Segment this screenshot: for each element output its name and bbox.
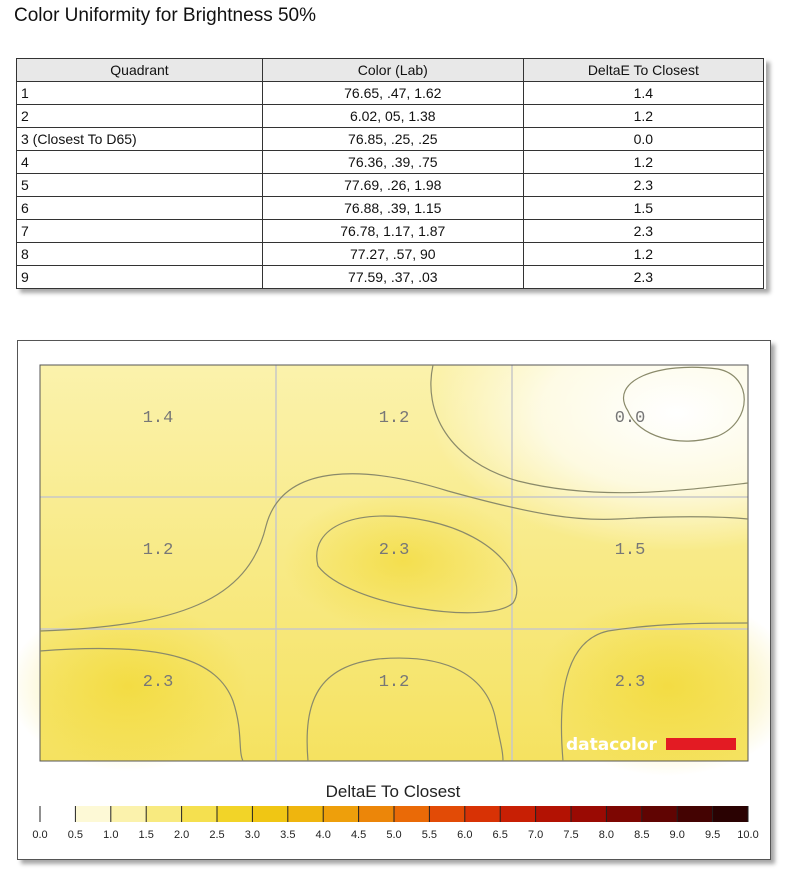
cell-deltae: 1.2 bbox=[523, 243, 763, 266]
scale-swatch bbox=[252, 806, 288, 822]
cell-quadrant: 3 (Closest To D65) bbox=[17, 128, 263, 151]
cell-deltae: 2.3 bbox=[523, 220, 763, 243]
cell-value-label: 2.3 bbox=[614, 673, 646, 692]
scale-tick-label: 7.0 bbox=[527, 829, 544, 841]
table-row bbox=[17, 174, 764, 197]
cell-quadrant: 7 bbox=[17, 220, 263, 243]
header-deltae: DeltaE To Closest bbox=[523, 59, 763, 82]
scale-tick-label: 5.0 bbox=[386, 829, 402, 841]
scale-tick-label: 1.0 bbox=[103, 829, 119, 841]
cell-deltae: 1.2 bbox=[523, 151, 763, 174]
cell-value-label: 1.4 bbox=[142, 409, 174, 428]
cell-lab: 77.27, .57, 90 bbox=[262, 243, 523, 266]
scale-swatch bbox=[75, 806, 111, 822]
table-row bbox=[17, 151, 764, 174]
scale-tick-label: 8.0 bbox=[598, 829, 615, 841]
cell-quadrant: 1 bbox=[17, 82, 263, 105]
cell-deltae: 0.0 bbox=[523, 128, 763, 151]
table-row bbox=[17, 82, 764, 105]
scale-tick-label: 1.5 bbox=[138, 829, 154, 841]
header-color-lab: Color (Lab) bbox=[262, 59, 523, 82]
scale-swatch bbox=[217, 806, 253, 822]
cell-quadrant: 4 bbox=[17, 151, 263, 174]
cell-value-label: 2.3 bbox=[142, 673, 174, 692]
scale-swatch bbox=[500, 806, 536, 822]
cell-value-label: 1.2 bbox=[378, 673, 410, 692]
table-row bbox=[17, 243, 764, 266]
cell-deltae: 1.4 bbox=[523, 82, 763, 105]
cell-deltae: 2.3 bbox=[523, 174, 763, 197]
cell-deltae: 1.2 bbox=[523, 105, 763, 128]
table-row bbox=[17, 105, 764, 128]
uniformity-chart bbox=[17, 340, 771, 860]
cell-lab: 76.85, .25, .25 bbox=[262, 128, 523, 151]
logo-red-bar bbox=[666, 738, 736, 750]
cell-value-label: 0.0 bbox=[614, 409, 646, 428]
table-row bbox=[17, 220, 764, 243]
scale-swatch bbox=[111, 806, 147, 822]
scale-swatch bbox=[40, 806, 76, 822]
cell-value-label: 1.5 bbox=[614, 541, 646, 560]
scale-swatch bbox=[465, 806, 501, 822]
scale-tick-label: 6.5 bbox=[492, 829, 508, 841]
scale-tick-label: 3.5 bbox=[280, 829, 296, 841]
scale-tick-label: 10.0 bbox=[737, 829, 759, 841]
scale-tick-label: 4.0 bbox=[315, 829, 331, 841]
cell-value-label: 2.3 bbox=[378, 541, 410, 560]
scale-swatch bbox=[429, 806, 465, 822]
scale-tick-label: 9.5 bbox=[704, 829, 721, 841]
scale-tick-label: 0.5 bbox=[67, 829, 84, 841]
table-row bbox=[17, 266, 764, 289]
cell-lab: 6.02, 05, 1.38 bbox=[262, 105, 523, 128]
cell-lab: 76.36, .39, .75 bbox=[262, 151, 523, 174]
scale-swatch bbox=[606, 806, 642, 822]
scale-swatch bbox=[642, 806, 678, 822]
scale-tick-label: 7.5 bbox=[563, 829, 579, 841]
table-header-row bbox=[17, 59, 764, 82]
logo-text: datacolor bbox=[566, 735, 657, 755]
cell-quadrant: 5 bbox=[17, 174, 263, 197]
header-quadrant: Quadrant bbox=[17, 59, 263, 82]
uniformity-table-container bbox=[16, 58, 766, 289]
scale-tick-label: 6.0 bbox=[457, 829, 473, 841]
scale-swatch bbox=[359, 806, 395, 822]
cell-value-label: 1.2 bbox=[378, 409, 410, 428]
cell-deltae: 1.5 bbox=[523, 197, 763, 220]
table-row bbox=[17, 128, 764, 151]
scale-swatch bbox=[394, 806, 430, 822]
scale-tick-label: 3.0 bbox=[244, 829, 261, 841]
cell-lab: 77.69, .26, 1.98 bbox=[262, 174, 523, 197]
uniformity-chart-svg bbox=[18, 341, 770, 859]
scale-tick-label: 2.5 bbox=[209, 829, 225, 841]
cell-value-label: 1.2 bbox=[142, 541, 174, 560]
cell-quadrant: 8 bbox=[17, 243, 263, 266]
cell-lab: 76.78, 1.17, 1.87 bbox=[262, 220, 523, 243]
cell-quadrant: 6 bbox=[17, 197, 263, 220]
scale-swatch bbox=[288, 806, 324, 822]
scale-swatch bbox=[677, 806, 713, 822]
scale-tick-label: 2.0 bbox=[173, 829, 190, 841]
cell-lab: 76.65, .47, 1.62 bbox=[262, 82, 523, 105]
scale-tick-label: 0.0 bbox=[32, 829, 48, 841]
cell-quadrant: 9 bbox=[17, 266, 263, 289]
scale-tick-label: 4.5 bbox=[350, 829, 367, 841]
scale-swatch bbox=[536, 806, 572, 822]
cell-quadrant: 2 bbox=[17, 105, 263, 128]
table-row bbox=[17, 197, 764, 220]
scale-tick-label: 8.5 bbox=[634, 829, 650, 841]
scale-swatch bbox=[146, 806, 182, 822]
scale-swatch bbox=[713, 806, 749, 822]
page-title: Color Uniformity for Brightness 50% bbox=[14, 5, 316, 26]
uniformity-table bbox=[16, 58, 764, 289]
legend-title: DeltaE To Closest bbox=[325, 782, 461, 801]
scale-tick-label: 5.5 bbox=[421, 829, 438, 841]
scale-swatch bbox=[323, 806, 359, 822]
scale-swatch bbox=[571, 806, 607, 822]
cell-lab: 76.88, .39, 1.15 bbox=[262, 197, 523, 220]
scale-swatch bbox=[182, 806, 218, 822]
cell-deltae: 2.3 bbox=[523, 266, 763, 289]
cell-lab: 77.59, .37, .03 bbox=[262, 266, 523, 289]
scale-tick-label: 9.0 bbox=[669, 829, 685, 841]
